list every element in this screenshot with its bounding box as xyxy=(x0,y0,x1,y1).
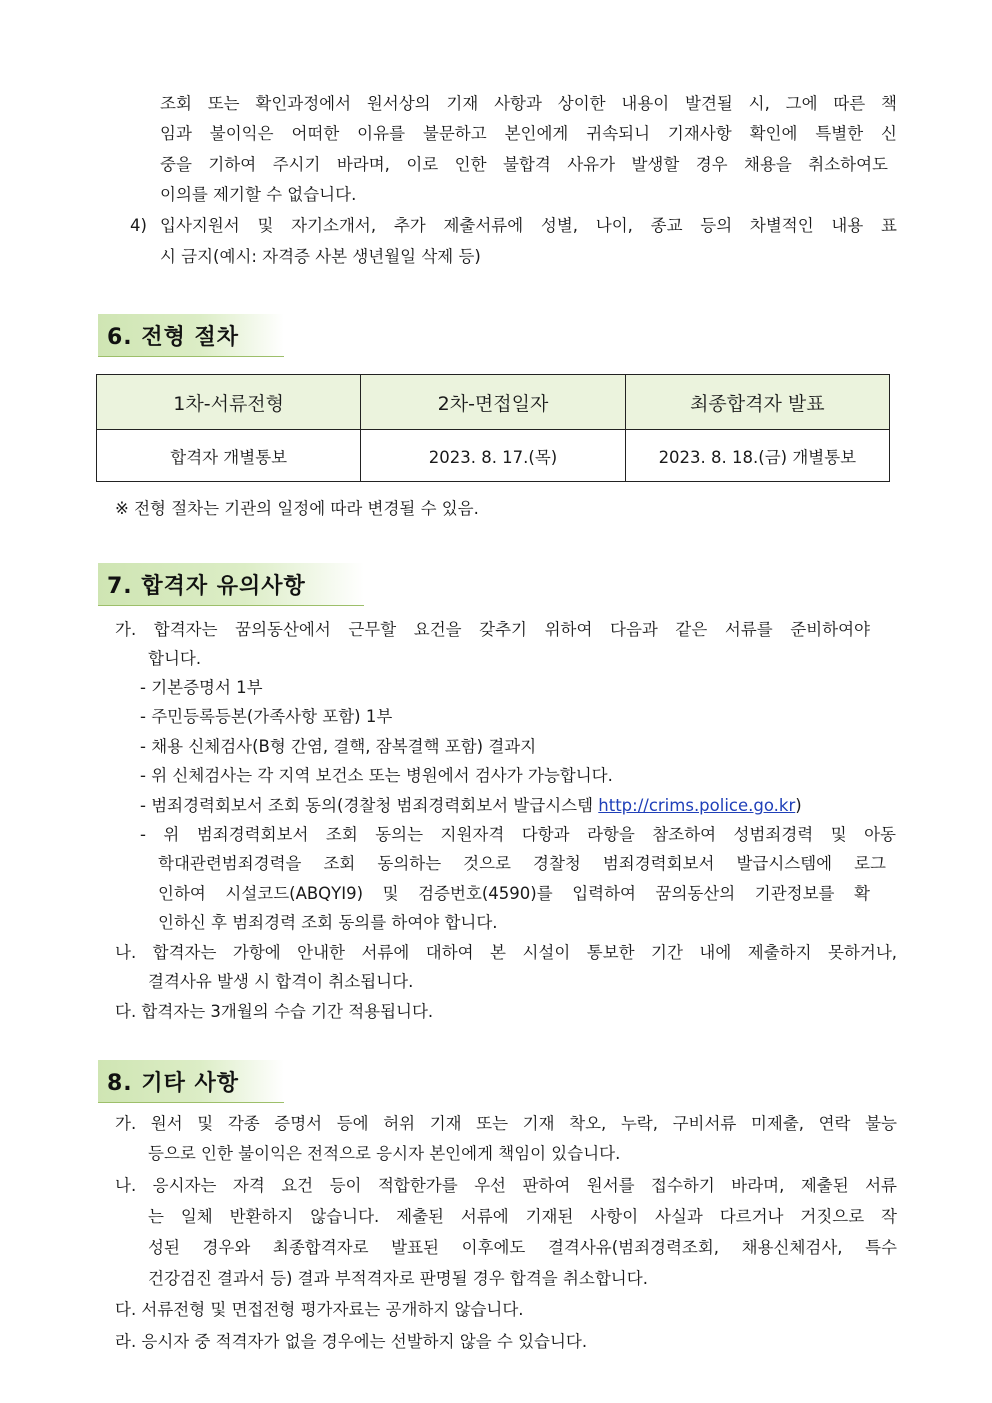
s8-na-line-3: 성된 경우와 최종합격자로 발표된 이후에도 결격사유(범죄경력조회, 채용신체검사, 특수 xyxy=(148,1238,897,1257)
section-6-title: 6. 전형 절차 xyxy=(107,325,239,350)
intro-line-4: 이의를 제기할 수 없습니다. xyxy=(160,185,357,204)
s7-crim2-line-4: 인하신 후 범죄경력 조회 동의를 하여야 합니다. xyxy=(158,913,498,932)
s7-crim2-line-1: - 위 범죄경력회보서 조회 동의는 지원자격 다항과 라항을 참조하여 성범죄경력 및 아동 xyxy=(140,825,896,844)
s8-ga-line-2: 등으로 인한 불이익은 전적으로 응시자 본인에게 책임이 있습니다. xyxy=(148,1144,621,1163)
process-note: ※ 전형 절차는 기관의 일정에 따라 변경될 수 있음. xyxy=(115,499,479,518)
process-table-row xyxy=(97,430,890,482)
item4-line-2: 시 금지(예시: 자격증 사본 생년월일 삭제 등) xyxy=(160,247,481,266)
s7-crim2-line-3: 인하여 시설코드(ABQYI9) 및 검증번호(4590)를 입력하여 꿈의동산의 기관정보를 확 xyxy=(158,884,870,903)
section-7-title: 7. 합격자 유의사항 xyxy=(107,574,306,599)
item4-line-1: 입사지원서 및 자기소개서, 추가 제출서류에 성별, 나이, 종교 등의 차별적인 내용 표 xyxy=(160,216,897,235)
intro-line-1: 조회 또는 확인과정에서 원서상의 기재 사항과 상이한 내용이 발견될 시, 그에 따른 책 xyxy=(160,94,897,113)
s7-crim2-line-2: 학대관련범죄경력을 조회 동의하는 것으로 경찰청 범죄경력회보서 발급시스템에 로그 xyxy=(158,854,886,873)
s7-da-line: 다. 합격자는 3개월의 수습 기간 적용됩니다. xyxy=(115,1002,434,1021)
s8-da-line: 다. 서류전형 및 면접전형 평가자료는 공개하지 않습니다. xyxy=(115,1300,524,1319)
s7-crim-suffix: ) xyxy=(795,796,802,815)
s7-ga-line-2: 합니다. xyxy=(148,649,202,668)
intro-line-2: 임과 불이익은 어떠한 이유를 불문하고 본인에게 귀속되니 기재사항 확인에 특별한 신 xyxy=(160,124,897,143)
s7-dash-item-3: - 채용 신체검사(B형 간염, 결핵, 잠복결핵 포함) 결과지 xyxy=(140,737,537,756)
s8-ga-line-1: 가. 원서 및 각종 증명서 등에 허위 기재 또는 기재 착오, 누락, 구비서류 미제출, 연락 불능 xyxy=(115,1114,897,1133)
s7-ga-line-1: 가. 합격자는 꿈의동산에서 근무할 요건을 갖추기 위하여 다음과 같은 서류를 준비하여야 xyxy=(115,620,870,639)
section-6-header xyxy=(98,314,284,357)
s8-na-line-2: 는 일체 반환하지 않습니다. 제출된 서류에 기재된 사항이 사실과 다르거나 거짓으로 작 xyxy=(148,1207,897,1226)
process-header-3: 최종합격자 발표 xyxy=(625,375,889,430)
intro-line-3: 중을 기하여 주시기 바라며, 이로 인한 불합격 사유가 발생할 경우 채용을 취소하여도 xyxy=(160,155,888,174)
process-header-2: 2차-면접일자 xyxy=(361,375,625,430)
section-8-title: 8. 기타 사항 xyxy=(107,1071,239,1096)
process-cell-2: 2023. 8. 17.(목) xyxy=(361,430,625,482)
process-cell-3: 2023. 8. 18.(금) 개별통보 xyxy=(625,430,889,482)
s7-dash-item-2: - 주민등록등본(가족사항 포함) 1부 xyxy=(140,707,393,726)
crims-link[interactable]: http://crims.police.go.kr xyxy=(598,796,796,815)
process-cell-1: 합격자 개별통보 xyxy=(97,430,361,482)
process-table xyxy=(96,374,890,482)
s7-crim-line xyxy=(140,794,802,818)
item4-number: 4) xyxy=(130,216,147,235)
s7-dash-item-1: - 기본증명서 1부 xyxy=(140,678,263,697)
section-7-header xyxy=(98,563,364,606)
process-table-header-row xyxy=(97,375,890,430)
section-8-header xyxy=(98,1060,284,1103)
s7-crim-prefix: - 범죄경력회보서 조회 동의(경찰청 범죄경력회보서 발급시스템 xyxy=(140,796,599,815)
s8-na-line-4: 건강검진 결과서 등) 결과 부적격자로 판명될 경우 합격을 취소합니다. xyxy=(148,1269,648,1288)
s7-na-line-2: 결격사유 발생 시 합격이 취소됩니다. xyxy=(148,972,414,991)
s7-na-line-1: 나. 합격자는 가항에 안내한 서류에 대하여 본 시설이 통보한 기간 내에 제출하지 못하거나, xyxy=(115,943,897,962)
s7-dash-item-4: - 위 신체검사는 각 지역 보건소 또는 병원에서 검사가 가능합니다. xyxy=(140,766,613,785)
s8-na-line-1: 나. 응시자는 자격 요건 등이 적합한가를 우선 판하여 원서를 접수하기 바라며, 제출된 서류 xyxy=(115,1176,897,1195)
process-header-1: 1차-서류전형 xyxy=(97,375,361,430)
s8-ra-line: 라. 응시자 중 적격자가 없을 경우에는 선발하지 않을 수 있습니다. xyxy=(115,1332,588,1351)
